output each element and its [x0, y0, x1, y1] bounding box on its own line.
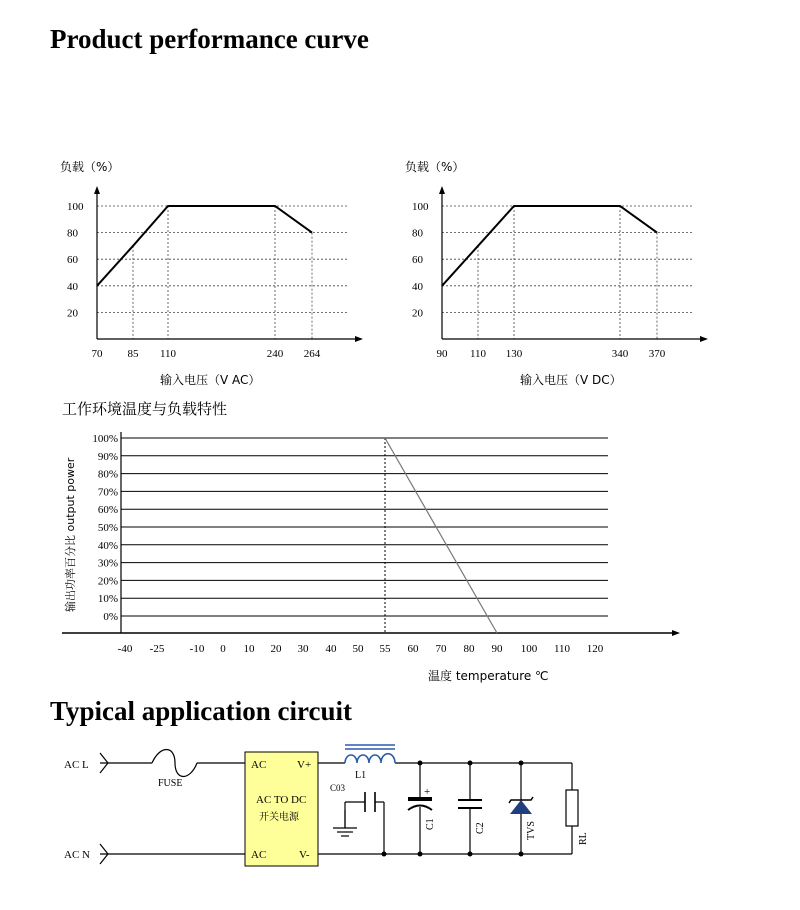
c2-label: C2 — [475, 822, 486, 834]
fuse-symbol-icon — [152, 750, 197, 777]
performance-title: Product performance curve — [50, 24, 369, 54]
chart2-y-tick: 80% — [97, 468, 118, 481]
module-vminus-label: V- — [299, 849, 310, 861]
chart0-y-tick: 60 — [67, 254, 78, 267]
chart2-x-axis-label: 温度 temperature ℃ — [428, 669, 549, 683]
chart2-x-tick: 30 — [297, 643, 309, 655]
chart1-y-tick: 20 — [412, 307, 423, 320]
chart2-x-tick: 70 — [435, 643, 447, 655]
ac-n-label: AC N — [64, 849, 90, 861]
chart0-y-tick: 20 — [67, 307, 78, 320]
chart0-x-tick: 264 — [303, 348, 321, 360]
chart2-y-tick: 70% — [97, 486, 118, 499]
inductor-label: L1 — [355, 770, 367, 781]
chart1-x-tick: 90 — [436, 348, 448, 360]
module-ac-bottom-label: AC — [251, 849, 267, 861]
circuit-title: Typical application circuit — [50, 696, 353, 726]
chart2-y-tick: 10% — [97, 593, 118, 606]
chart0-y-tick: 100 — [67, 201, 84, 213]
chart2-x-tick: 10 — [243, 643, 255, 655]
svg-text:+: + — [424, 786, 431, 798]
chart0-y-tick: 80 — [67, 227, 78, 240]
chart2-x-tick: 20 — [270, 643, 282, 655]
chart1-x-tick: 340 — [611, 348, 629, 360]
chart2-x-tick: 110 — [553, 643, 571, 655]
module-line2-label: 开关电源 — [259, 812, 299, 823]
capacitor-c2-icon — [458, 800, 482, 808]
chart1-y-tick: 100 — [412, 201, 429, 213]
fuse-label: FUSE — [158, 778, 183, 789]
chart1-y-tick: 80 — [412, 227, 423, 240]
chart0-x-tick: 110 — [159, 348, 177, 360]
chart2-y-tick: 40% — [97, 539, 118, 552]
rl-label: RL — [578, 832, 589, 845]
chart2-x-tick: 80 — [463, 643, 475, 655]
c1-label: C1 — [425, 818, 436, 830]
chart0-x-tick: 70 — [91, 348, 103, 360]
chart2-x-tick: 0 — [220, 643, 226, 655]
chart2-title: 工作环境温度与负载特性 — [62, 400, 228, 418]
chart2-x-tick: 40 — [325, 643, 337, 655]
chart2-y-tick: 100% — [92, 433, 118, 445]
chart1-y-axis-label: 负载（%） — [405, 160, 465, 174]
chart0-x-axis-label: 输入电压（V AC） — [160, 373, 261, 387]
chart2-y-tick: 90% — [97, 450, 118, 463]
chart0-y-tick: 40 — [67, 280, 78, 293]
chart2-y-tick: 20% — [97, 575, 118, 588]
tvs-diode-icon — [509, 797, 533, 814]
chart2-y-tick: 50% — [97, 522, 118, 534]
chart2-x-tick: 55 — [379, 643, 391, 655]
inductor-coil-icon — [345, 745, 395, 763]
chart2-y-tick: 60% — [97, 504, 118, 517]
module-vplus-label: V+ — [297, 759, 312, 771]
tvs-label: TVS — [526, 821, 537, 840]
chart2-x-tick: 120 — [586, 643, 604, 655]
chart1-x-tick: 110 — [469, 348, 487, 360]
chart1-x-tick: 130 — [505, 348, 523, 360]
chart1-x-axis-label: 输入电压（V DC） — [520, 373, 622, 387]
chart0-x-tick: 240 — [266, 348, 284, 360]
chart2-x-tick: 100 — [520, 643, 538, 655]
chart2-y-axis-label: 输出功率百分比 output power — [64, 457, 77, 612]
chart2-x-tick: -40 — [117, 643, 133, 655]
chart1-y-tick: 60 — [412, 254, 423, 267]
c03-label: C03 — [330, 783, 346, 793]
chart2-y-tick: 30% — [97, 557, 118, 570]
chart0-y-axis-label: 负载（%） — [60, 160, 120, 174]
chart2-x-tick: -10 — [189, 643, 205, 655]
chart1-y-tick: 40 — [412, 280, 423, 293]
chart2-x-tick: 90 — [491, 643, 503, 655]
chart2-x-tick: 60 — [407, 643, 419, 655]
module-line1-label: AC TO DC — [256, 794, 307, 806]
load-resistor-icon — [566, 790, 578, 826]
chart1-x-tick: 370 — [648, 348, 666, 360]
ac-l-label: AC L — [64, 759, 89, 771]
module-ac-top-label: AC — [251, 759, 267, 771]
chart0-x-tick: 85 — [127, 348, 139, 360]
chart2-x-tick: 50 — [352, 643, 364, 655]
chart2-y-tick: 0% — [103, 611, 118, 623]
chart2-x-tick: -25 — [149, 643, 165, 655]
